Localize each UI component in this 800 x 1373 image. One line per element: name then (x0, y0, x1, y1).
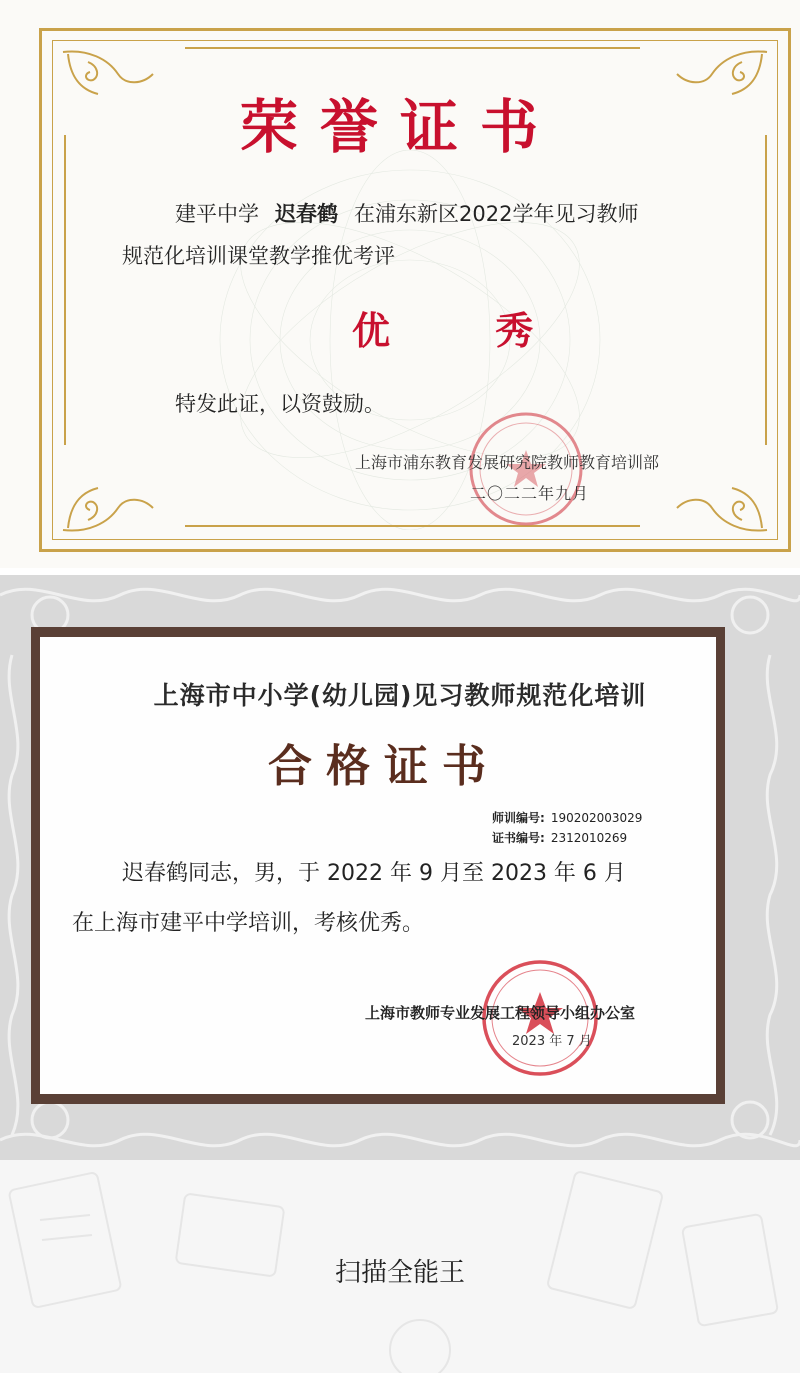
issuer-name: 上海市教师专业发展工程领导小组办公室 (365, 1004, 636, 1022)
award-grade: 优 秀 (352, 308, 580, 353)
top-ornament-line (185, 47, 640, 49)
recipient-name: 迟春鹤 (275, 202, 338, 226)
issuer-name: 上海市浦东教育发展研究院教师教育培训部 (355, 453, 660, 472)
award-statement-text: 在浦东新区2022学年见习教师 (354, 202, 639, 226)
issue-date: 二〇二二年九月 (470, 484, 590, 503)
certificate-number-label: 证书编号: (492, 831, 545, 845)
school-name: 建平中学 (175, 202, 259, 226)
certificate-number (492, 829, 627, 846)
encouragement-text: 特发此证，以资鼓励。 (175, 392, 385, 416)
flourish-bottom-right-icon (662, 478, 772, 538)
flourish-bottom-left-icon (58, 478, 168, 538)
app-watermark-text: 扫描全能王 (334, 1258, 465, 1288)
award-statement-line1 (175, 198, 638, 228)
certificate-body-line1: 迟春鹤同志，男，于 2022 年 9 月至 2023 年 6 月 (122, 861, 626, 886)
training-number (492, 809, 642, 826)
certificate-body-line2: 在上海市建平中学培训，考核优秀。 (72, 911, 425, 936)
training-number-value: 190202003029 (550, 811, 643, 825)
qualification-certificate-title: 合格证书 (268, 741, 500, 792)
training-number-label: 师训编号: (492, 811, 545, 825)
certificate-number-value: 2312010269 (550, 831, 628, 845)
honor-certificate-title: 荣誉证书 (239, 93, 560, 161)
right-ornament-line (765, 135, 767, 445)
left-ornament-line (64, 135, 66, 445)
issue-date: 2023 年 7 月 (512, 1034, 592, 1049)
program-heading: 上海市中小学(幼儿园)见习教师规范化培训 (153, 681, 647, 710)
award-statement-line2: 规范化培训课堂教学推优考评 (122, 244, 395, 268)
